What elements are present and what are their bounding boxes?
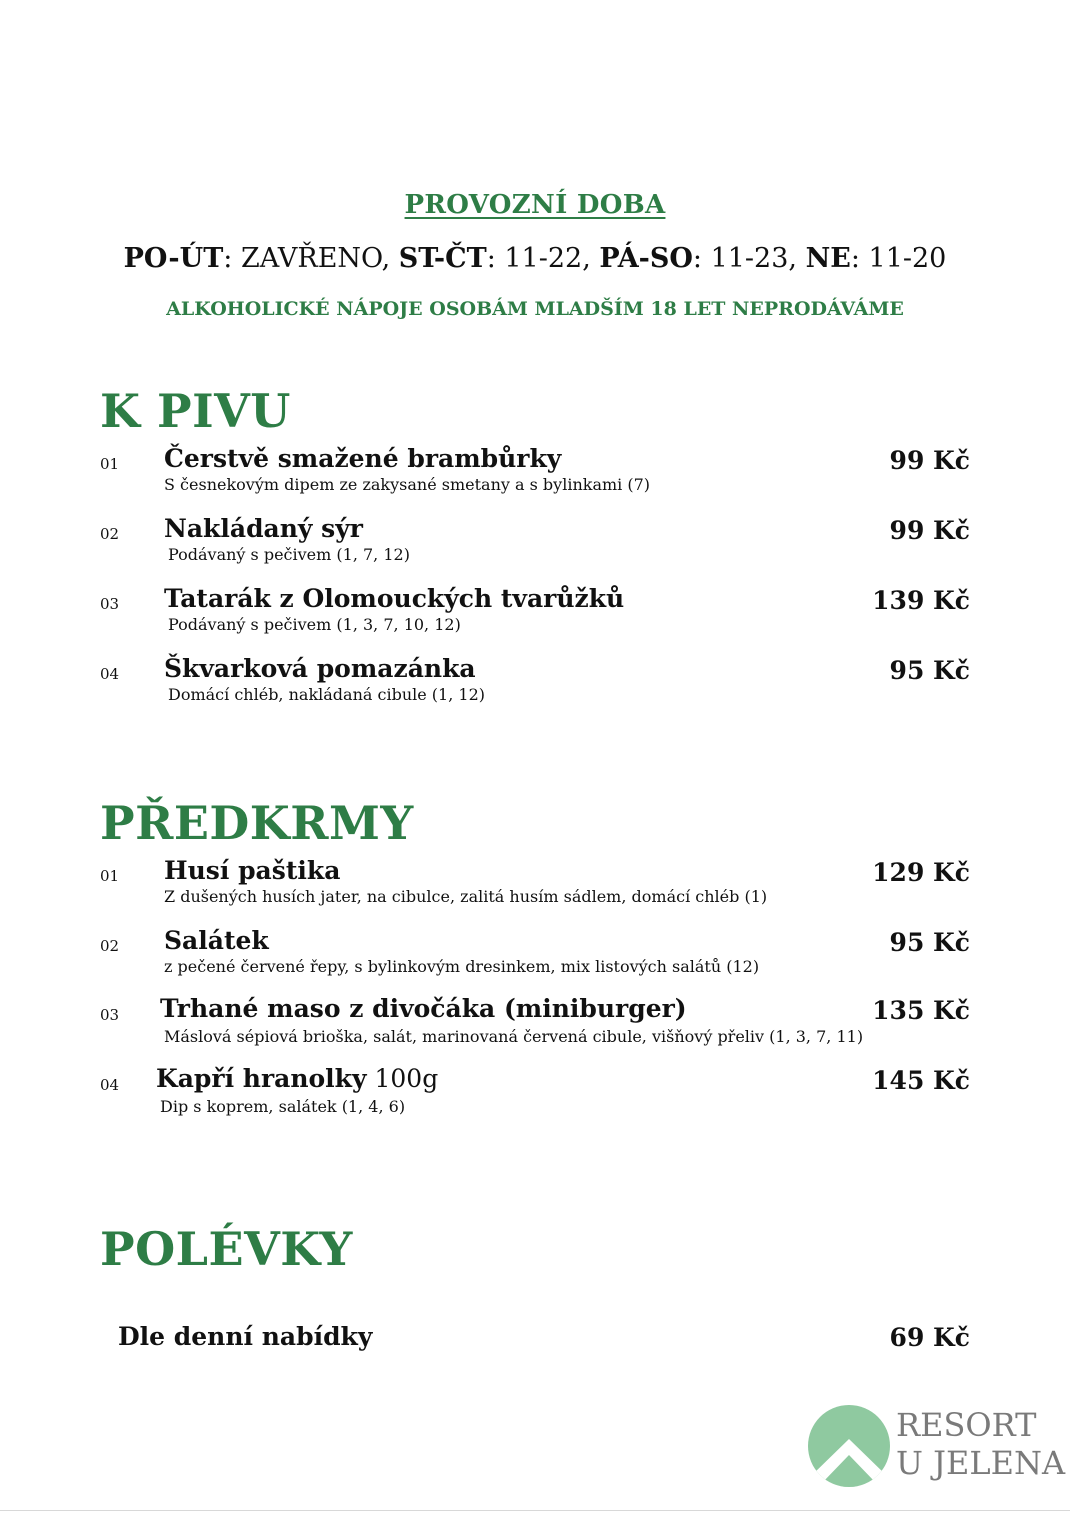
hours-label-st-ct: ST-ČT — [398, 243, 487, 274]
hours-label-pa-so: PÁ-SO — [599, 243, 693, 274]
item-price: 95 Kč — [889, 928, 970, 957]
logo-text-u-jelena: U JELENA — [896, 1444, 1066, 1482]
logo-text-resort: RESORT — [896, 1406, 1037, 1444]
item-name: Salátek — [164, 926, 269, 955]
item-price: 129 Kč — [872, 858, 970, 887]
section-title-k-pivu: K PIVU — [100, 384, 291, 438]
item-price: 99 Kč — [889, 446, 970, 475]
item-description: S česnekovým dipem ze zakysané smetany a s bylinkami (7) — [164, 475, 651, 494]
age-notice: ALKOHOLICKÉ NÁPOJE OSOBÁM MLADŠÍM 18 LET NEPRODÁVÁME — [166, 298, 904, 320]
item-name: Trhané maso z divočáka (miniburger) — [160, 994, 687, 1023]
item-name: Husí paštika — [164, 856, 341, 885]
item-name: Škvarková pomazánka — [164, 654, 476, 683]
item-name: Nakládaný sýr — [164, 514, 363, 543]
section-title-polevky: POLÉVKY — [100, 1222, 353, 1276]
item-price: 139 Kč — [872, 586, 970, 615]
item-description: Domácí chléb, nakládaná cibule (1, 12) — [168, 685, 485, 704]
hours-value-pa-so: : 11-23, — [692, 243, 806, 274]
item-name-main: Kapří hranolky — [156, 1064, 367, 1093]
section-title-predkrmy: PŘEDKRMY — [100, 796, 414, 850]
item-price: 135 Kč — [872, 996, 970, 1025]
item-price: 99 Kč — [889, 516, 970, 545]
item-number: 01 — [100, 867, 120, 885]
item-number: 03 — [100, 1006, 120, 1024]
hours-label-po-ut: PO-ÚT — [123, 243, 224, 274]
hours-label-ne: NE — [805, 243, 851, 274]
item-number: 02 — [100, 937, 120, 955]
item-name: Dle denní nabídky — [118, 1322, 373, 1351]
item-number: 02 — [100, 525, 120, 543]
item-description: Podávaný s pečivem (1, 3, 7, 10, 12) — [168, 615, 461, 634]
bottom-divider — [0, 1510, 1070, 1511]
item-price: 145 Kč — [872, 1066, 970, 1095]
item-name — [156, 1064, 438, 1093]
item-number: 04 — [100, 665, 120, 683]
hours-value-ne: : 11-20 — [850, 243, 947, 274]
item-number: 03 — [100, 595, 120, 613]
mountain-logo-icon — [806, 1403, 894, 1491]
item-number: 01 — [100, 455, 120, 473]
item-description: Dip s koprem, salátek (1, 4, 6) — [160, 1097, 406, 1116]
item-price: 69 Kč — [889, 1323, 970, 1352]
item-name: Čerstvě smažené brambůrky — [164, 444, 562, 473]
item-description: Máslová sépiová brioška, salát, marinovaná červená cibule, višňový přeliv (1, 3, 7, 11) — [164, 1027, 864, 1046]
hours-line — [0, 243, 1070, 274]
item-description: Podávaný s pečivem (1, 7, 12) — [168, 545, 410, 564]
item-description: Z dušených husích jater, na cibulce, zalitá husím sádlem, domácí chléb (1) — [164, 887, 768, 906]
item-description: z pečené červené řepy, s bylinkovým dresinkem, mix listových salátů (12) — [164, 957, 760, 976]
hours-value-po-ut: : ZAVŘENO, — [223, 243, 399, 274]
hours-value-st-ct: : 11-22, — [486, 243, 600, 274]
resort-logo — [806, 1400, 1066, 1495]
item-name: Tatarák z Olomouckých tvarůžků — [164, 584, 625, 613]
item-number: 04 — [100, 1076, 120, 1094]
hours-title: PROVOZNÍ DOBA — [404, 190, 666, 220]
item-name-portion: 100g — [366, 1064, 439, 1093]
item-price: 95 Kč — [889, 656, 970, 685]
